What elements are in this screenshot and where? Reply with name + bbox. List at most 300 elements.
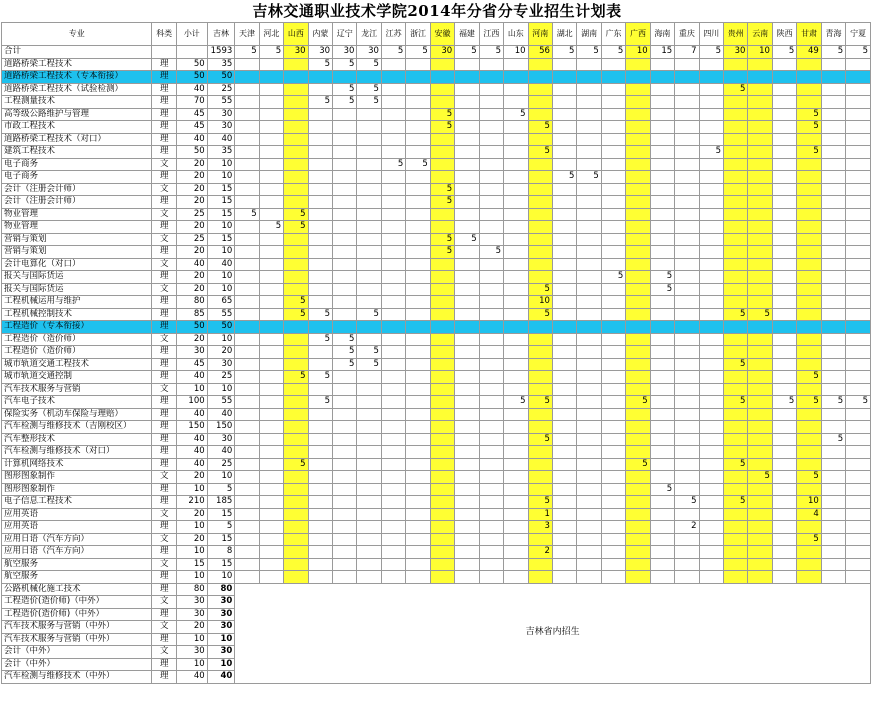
province-cell [284, 271, 308, 284]
province-cell: 5 [430, 183, 454, 196]
row-name: 汽车技术服务与营销 [2, 383, 152, 396]
province-cell [821, 446, 845, 459]
province-cell [699, 296, 723, 309]
province-cell [259, 258, 283, 271]
province-cell [626, 408, 650, 421]
province-cell: 5 [724, 83, 748, 96]
province-cell [724, 421, 748, 434]
province-cell [430, 133, 454, 146]
province-cell [821, 71, 845, 84]
province-cell [821, 146, 845, 159]
province-cell [797, 71, 821, 84]
province-cell [577, 58, 601, 71]
province-cell: 15 [207, 196, 235, 209]
row-type: 理 [152, 246, 177, 259]
province-cell: 30 [207, 621, 235, 634]
province-cell [675, 96, 699, 109]
province-cell [455, 308, 479, 321]
province-cell [357, 71, 381, 84]
province-cell [455, 296, 479, 309]
province-cell [675, 121, 699, 134]
province-cell [235, 458, 259, 471]
province-cell [675, 558, 699, 571]
province-cell [259, 346, 283, 359]
row-total: 40 [176, 408, 207, 421]
table-row [2, 308, 871, 321]
row-total: 40 [176, 458, 207, 471]
province-cell [284, 258, 308, 271]
province-cell: 5 [504, 108, 528, 121]
row-name: 工程造价（造价师） [2, 346, 152, 359]
province-cell [357, 508, 381, 521]
province-cell: 5 [821, 396, 845, 409]
province-cell [357, 158, 381, 171]
province-cell [821, 296, 845, 309]
province-cell [650, 221, 674, 234]
province-cell: 30 [308, 46, 332, 59]
province-cell [650, 121, 674, 134]
row-total: 45 [176, 121, 207, 134]
province-cell: 2 [675, 521, 699, 534]
province-cell [626, 183, 650, 196]
row-type: 文 [152, 283, 177, 296]
province-cell: 5 [406, 158, 430, 171]
header-province: 山西 [284, 23, 308, 46]
province-cell [797, 208, 821, 221]
province-cell: 10 [626, 46, 650, 59]
province-cell [772, 258, 796, 271]
province-cell [479, 258, 503, 271]
province-cell [577, 208, 601, 221]
province-cell: 65 [207, 296, 235, 309]
province-cell [626, 171, 650, 184]
province-cell [259, 133, 283, 146]
province-cell [821, 321, 845, 334]
province-cell [430, 458, 454, 471]
row-total: 50 [176, 146, 207, 159]
province-cell [308, 508, 332, 521]
province-cell [748, 558, 772, 571]
row-name: 保险实务（机动车保险与理赔） [2, 408, 152, 421]
row-total [176, 46, 207, 59]
province-cell [699, 208, 723, 221]
row-name: 计算机网络技术 [2, 458, 152, 471]
province-cell [748, 446, 772, 459]
province-cell [235, 121, 259, 134]
province-cell [455, 208, 479, 221]
province-cell [333, 133, 357, 146]
province-cell: 5 [821, 433, 845, 446]
province-cell [284, 546, 308, 559]
row-name: 汽车整形技术 [2, 433, 152, 446]
province-cell [284, 233, 308, 246]
table-row [2, 133, 871, 146]
province-cell: 5 [284, 371, 308, 384]
province-cell [577, 346, 601, 359]
province-cell [626, 246, 650, 259]
row-type: 理 [152, 121, 177, 134]
province-cell [406, 346, 430, 359]
province-cell [504, 346, 528, 359]
province-cell [650, 521, 674, 534]
province-cell [724, 246, 748, 259]
province-cell [381, 458, 405, 471]
province-cell [650, 533, 674, 546]
row-name: 会计电算化（对口） [2, 258, 152, 271]
province-cell [235, 271, 259, 284]
province-cell: 49 [797, 46, 821, 59]
table-row [2, 221, 871, 234]
row-type: 文 [152, 183, 177, 196]
province-cell [479, 71, 503, 84]
province-cell [284, 408, 308, 421]
province-cell [381, 383, 405, 396]
province-cell [333, 558, 357, 571]
province-cell [772, 171, 796, 184]
province-cell [479, 283, 503, 296]
province-cell [699, 383, 723, 396]
province-cell [699, 471, 723, 484]
province-cell: 10 [207, 158, 235, 171]
province-cell [846, 308, 871, 321]
province-cell [259, 396, 283, 409]
province-cell [455, 571, 479, 584]
province-cell [821, 158, 845, 171]
province-cell [675, 446, 699, 459]
province-cell [552, 358, 576, 371]
province-cell [455, 121, 479, 134]
province-cell: 5 [724, 358, 748, 371]
province-cell [357, 121, 381, 134]
province-cell: 5 [308, 333, 332, 346]
table-row [2, 58, 871, 71]
province-cell: 50 [207, 321, 235, 334]
header-province: 河南 [528, 23, 552, 46]
row-name: 报关与国际货运 [2, 271, 152, 284]
province-cell [284, 146, 308, 159]
province-cell [626, 271, 650, 284]
province-cell [650, 71, 674, 84]
province-cell [601, 458, 625, 471]
province-cell [552, 496, 576, 509]
province-cell: 5 [748, 471, 772, 484]
province-cell [699, 96, 723, 109]
province-cell: 5 [650, 483, 674, 496]
province-cell [552, 283, 576, 296]
row-total: 20 [176, 271, 207, 284]
province-cell [406, 121, 430, 134]
province-cell [748, 208, 772, 221]
province-cell [333, 446, 357, 459]
province-cell [308, 433, 332, 446]
province-cell [455, 246, 479, 259]
province-cell: 50 [207, 71, 235, 84]
province-cell [577, 233, 601, 246]
province-cell [797, 196, 821, 209]
row-name: 工程造价（专本衔接） [2, 321, 152, 334]
province-cell: 5 [308, 308, 332, 321]
province-cell [699, 571, 723, 584]
province-cell [748, 358, 772, 371]
province-cell [455, 496, 479, 509]
row-type: 理 [152, 446, 177, 459]
table-row [2, 433, 871, 446]
province-cell [455, 158, 479, 171]
province-cell [308, 521, 332, 534]
row-total: 30 [176, 608, 207, 621]
province-cell [772, 96, 796, 109]
row-type: 文 [152, 533, 177, 546]
province-cell [455, 458, 479, 471]
province-cell [504, 421, 528, 434]
province-cell [797, 283, 821, 296]
province-cell [528, 483, 552, 496]
province-cell [797, 408, 821, 421]
province-cell [748, 371, 772, 384]
province-cell [504, 521, 528, 534]
row-total: 10 [176, 483, 207, 496]
province-cell [284, 71, 308, 84]
province-cell [675, 308, 699, 321]
row-type: 文 [152, 333, 177, 346]
province-cell [724, 258, 748, 271]
province-cell [528, 571, 552, 584]
header-province: 宁夏 [846, 23, 871, 46]
row-total: 20 [176, 196, 207, 209]
province-cell [601, 496, 625, 509]
province-cell: 40 [207, 408, 235, 421]
province-cell [479, 296, 503, 309]
row-total: 20 [176, 171, 207, 184]
province-cell [479, 533, 503, 546]
province-cell [724, 183, 748, 196]
province-cell [455, 471, 479, 484]
province-cell [381, 308, 405, 321]
province-cell [284, 183, 308, 196]
province-cell [552, 571, 576, 584]
table-row [2, 421, 871, 434]
enrollment-plan-table [1, 22, 871, 684]
province-cell [552, 371, 576, 384]
province-cell [455, 221, 479, 234]
province-cell [430, 508, 454, 521]
province-cell [552, 458, 576, 471]
header-province: 海南 [650, 23, 674, 46]
province-cell [259, 158, 283, 171]
province-cell [772, 283, 796, 296]
province-cell [797, 546, 821, 559]
province-cell [333, 271, 357, 284]
province-cell [675, 458, 699, 471]
province-cell [650, 558, 674, 571]
province-cell [406, 458, 430, 471]
province-cell [479, 96, 503, 109]
province-cell [381, 471, 405, 484]
province-cell [381, 346, 405, 359]
table-row [2, 208, 871, 221]
province-cell [748, 108, 772, 121]
province-cell [577, 183, 601, 196]
province-cell [504, 533, 528, 546]
row-type: 理 [152, 583, 177, 596]
province-cell [846, 533, 871, 546]
row-total: 40 [176, 258, 207, 271]
row-name: 汽车技术服务与营销（中外） [2, 633, 152, 646]
province-cell [381, 371, 405, 384]
province-cell [333, 108, 357, 121]
province-cell [772, 571, 796, 584]
province-cell [650, 158, 674, 171]
province-cell [626, 158, 650, 171]
province-cell: 5 [308, 396, 332, 409]
province-cell [333, 483, 357, 496]
province-cell [430, 321, 454, 334]
province-cell [846, 546, 871, 559]
province-cell [626, 521, 650, 534]
province-cell: 5 [381, 158, 405, 171]
province-cell [601, 358, 625, 371]
province-cell [284, 533, 308, 546]
province-cell [650, 383, 674, 396]
province-cell [357, 171, 381, 184]
province-cell: 5 [699, 146, 723, 159]
province-cell: 5 [479, 46, 503, 59]
province-cell [699, 421, 723, 434]
province-cell [308, 146, 332, 159]
province-cell [650, 458, 674, 471]
province-cell: 5 [284, 308, 308, 321]
province-cell [235, 171, 259, 184]
province-cell [724, 196, 748, 209]
province-cell [406, 471, 430, 484]
province-cell [430, 571, 454, 584]
header-total: 小计 [176, 23, 207, 46]
table-row [2, 471, 871, 484]
province-cell [381, 171, 405, 184]
province-cell [699, 371, 723, 384]
province-cell [357, 408, 381, 421]
province-cell: 10 [797, 496, 821, 509]
province-cell [626, 133, 650, 146]
province-cell [797, 558, 821, 571]
table-row [2, 296, 871, 309]
province-cell [748, 71, 772, 84]
province-cell [577, 508, 601, 521]
province-cell [772, 246, 796, 259]
local-enrollment-note: 吉林省内招生 [235, 583, 871, 683]
province-cell [333, 458, 357, 471]
province-cell [577, 221, 601, 234]
province-cell: 5 [772, 46, 796, 59]
province-cell [626, 146, 650, 159]
row-total: 10 [176, 383, 207, 396]
province-cell [528, 458, 552, 471]
province-cell [821, 358, 845, 371]
province-cell [259, 83, 283, 96]
table-row [2, 458, 871, 471]
province-cell [626, 283, 650, 296]
province-cell: 5 [381, 46, 405, 59]
province-cell: 5 [430, 121, 454, 134]
province-cell [772, 346, 796, 359]
province-cell [235, 358, 259, 371]
province-cell [235, 558, 259, 571]
province-cell [601, 346, 625, 359]
province-cell [699, 558, 723, 571]
province-cell [650, 508, 674, 521]
province-cell [430, 96, 454, 109]
province-cell [235, 146, 259, 159]
province-cell [748, 533, 772, 546]
province-cell [724, 133, 748, 146]
province-cell [333, 308, 357, 321]
province-cell [797, 233, 821, 246]
province-cell [455, 133, 479, 146]
province-cell [699, 458, 723, 471]
province-cell [821, 58, 845, 71]
province-cell: 150 [207, 421, 235, 434]
province-cell [357, 533, 381, 546]
province-cell [772, 421, 796, 434]
row-name: 建筑工程技术 [2, 146, 152, 159]
province-cell [772, 58, 796, 71]
province-cell [724, 208, 748, 221]
province-cell [748, 346, 772, 359]
province-cell [406, 521, 430, 534]
row-total: 25 [176, 208, 207, 221]
province-cell: 5 [797, 471, 821, 484]
province-cell [675, 271, 699, 284]
province-cell [479, 471, 503, 484]
province-cell [552, 258, 576, 271]
province-cell: 5 [357, 346, 381, 359]
province-cell [430, 396, 454, 409]
row-name: 电子信息工程技术 [2, 496, 152, 509]
province-cell: 5 [797, 121, 821, 134]
province-cell [333, 171, 357, 184]
province-cell [284, 471, 308, 484]
province-cell [357, 296, 381, 309]
province-cell [333, 521, 357, 534]
province-cell: 5 [748, 308, 772, 321]
province-cell: 5 [601, 46, 625, 59]
province-cell: 55 [207, 396, 235, 409]
province-cell [333, 296, 357, 309]
province-cell [455, 196, 479, 209]
province-cell [504, 183, 528, 196]
province-cell [772, 483, 796, 496]
province-cell [552, 483, 576, 496]
province-cell [724, 408, 748, 421]
province-cell [577, 258, 601, 271]
row-name: 图形图象制作 [2, 471, 152, 484]
province-cell [797, 271, 821, 284]
province-cell [235, 383, 259, 396]
province-cell [748, 396, 772, 409]
province-cell [235, 221, 259, 234]
province-cell [455, 321, 479, 334]
province-cell [797, 433, 821, 446]
header-province: 河北 [259, 23, 283, 46]
province-cell [772, 221, 796, 234]
province-cell: 5 [724, 496, 748, 509]
province-cell: 5 [846, 46, 871, 59]
province-cell [235, 333, 259, 346]
province-cell [772, 321, 796, 334]
province-cell: 5 [577, 171, 601, 184]
row-type: 理 [152, 521, 177, 534]
row-total: 20 [176, 471, 207, 484]
